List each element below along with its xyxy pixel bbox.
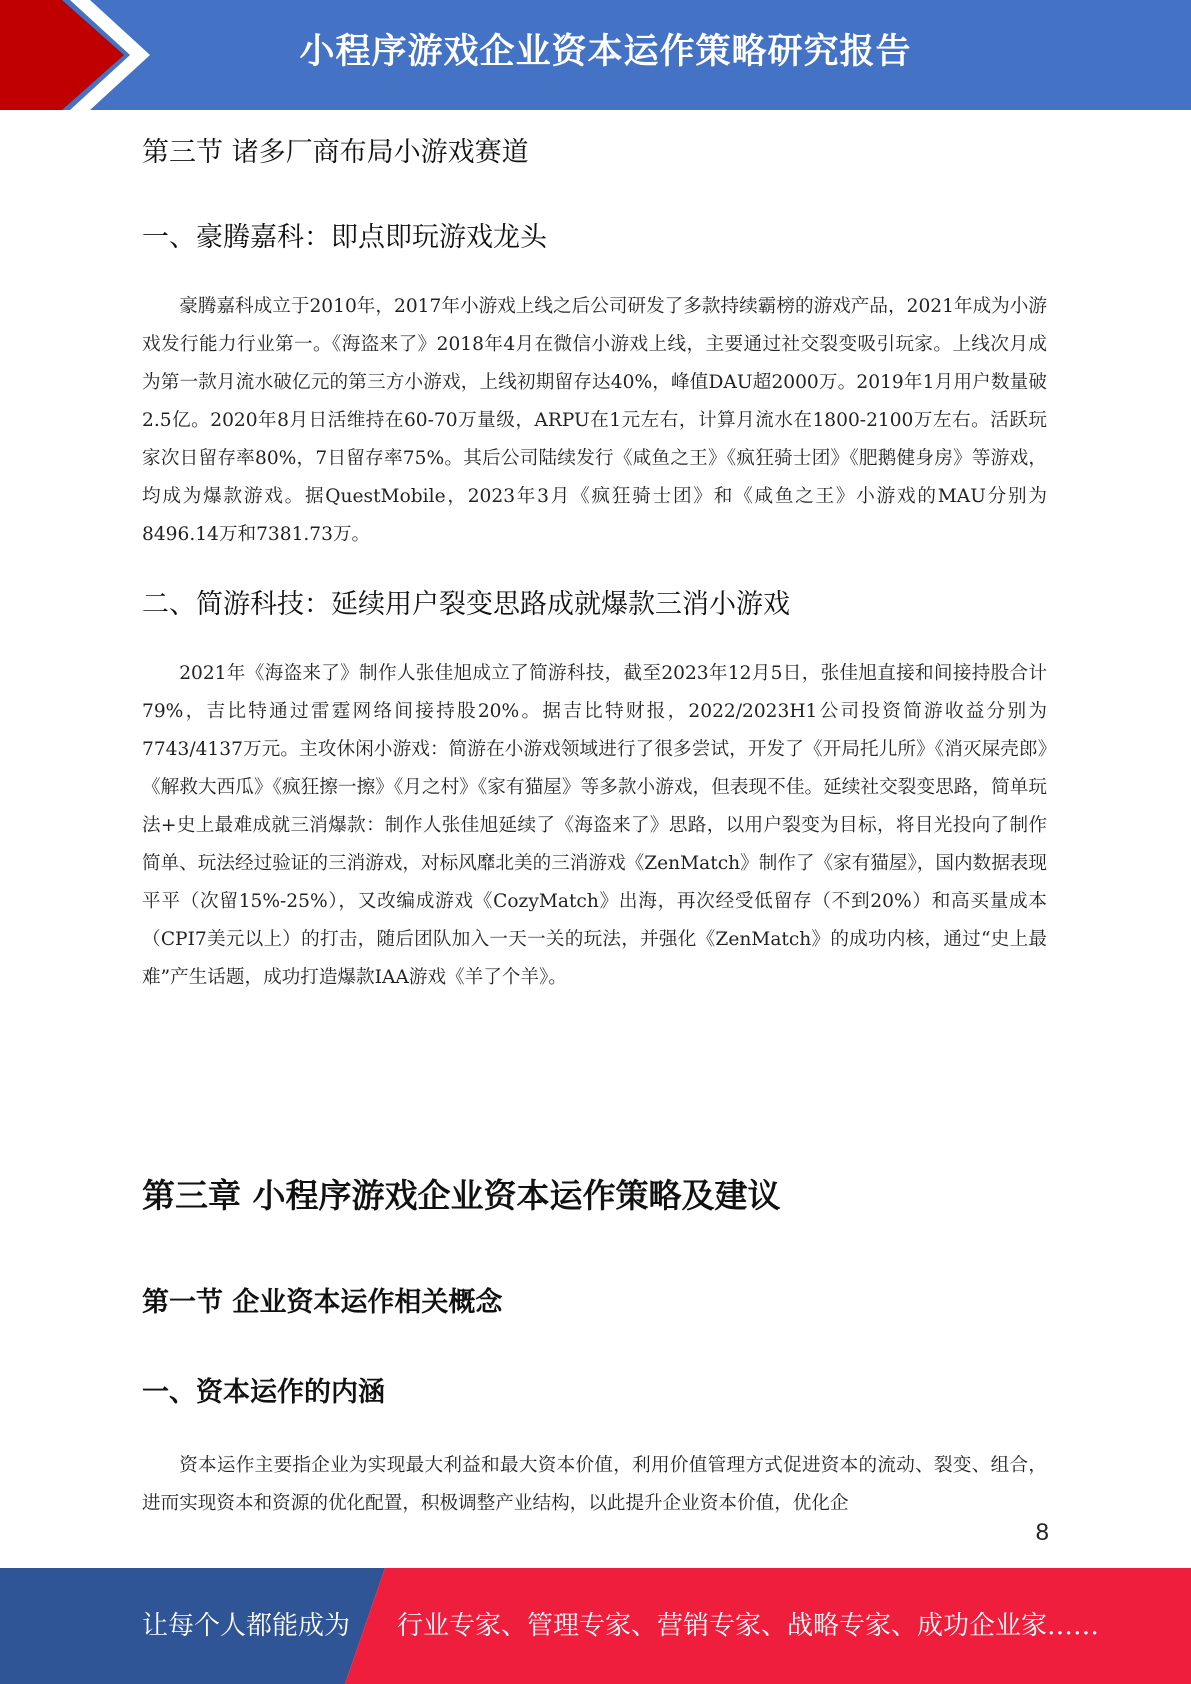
report-title: 小程序游戏企业资本运作策略研究报告 (299, 32, 912, 72)
chapter-heading: 第三章 小程序游戏企业资本运作策略及建议 (142, 1176, 781, 1215)
subsection-heading-2: 二、简游科技：延续用户裂变思路成就爆款三消小游戏 (142, 589, 790, 620)
page-number: 8 (1035, 1519, 1049, 1546)
section-heading: 第三节 诸多厂商布局小游戏赛道 (142, 137, 529, 168)
section-heading-2: 第一节 企业资本运作相关概念 (142, 1287, 503, 1318)
page-footer (0, 1568, 1191, 1684)
page-header (0, 0, 1191, 110)
subsection-heading-1: 一、豪腾嘉科：即点即玩游戏龙头 (142, 222, 547, 253)
footer-slogan-right: 行业专家、管理专家、营销专家、战略专家、成功企业家…… (397, 1611, 1100, 1641)
paragraph-1: 豪腾嘉科成立于2010年，2017年小游戏上线之后公司研发了多款持续霸榜的游戏产品，2021年成为小游戏发行能力行业第一。《海盗来了》2018年4月在微信小游戏上线，主要通过社交裂变吸引玩家。上线次月成为第一款月流水破亿元的第三方小游戏，上线初期留存达40%，峰值DAU超2000万。2019年1月用户数量破2.5亿。2020年8月日活维持在60-70万量级，ARPU在1元左右，计算月流水在1800-2100万左右。活跃玩家次日留存率80%，7日留存率75%。其后公司陆续发行《咸鱼之王》《疯狂骑士团》《肥鹅健身房》等游戏，均成为爆款游戏。据QuestMobile，2023年3月《疯狂骑士团》和《咸鱼之王》小游戏的MAU分别为8496.14万和7381.73万。 (142, 296, 1047, 545)
paragraph-2: 2021年《海盗来了》制作人张佳旭成立了简游科技，截至2023年12月5日，张佳旭直接和间接持股合计79%，吉比特通过雷霆网络间接持股20%。据吉比特财报，2022/2023H1公司投资简游收益分别为7743/4137万元。主攻休闲小游戏：简游在小游戏领域进行了很多尝试，开发了《开局托儿所》《消灭屎壳郎》《解救大西瓜》《疯狂擦一擦》《月之村》《家有猫屋》等多款小游戏，但表现不佳。延续社交裂变思路，简单玩法+史上最难成就三消爆款：制作人张佳旭延续了《海盗来了》思路，以用户裂变为目标，将目光投向了制作简单、玩法经过验证的三消游戏，对标风靡北美的三消游戏《ZenMatch》制作了《家有猫屋》，国内数据表现平平（次留15%-25%），又改编成游戏《CozyMatch》出海，再次经受低留存（不到20%）和高买量成本（CPI7美元以上）的打击，随后团队加入一天一关的玩法，并强化《ZenMatch》的成功内核，通过“史上最难”产生话题，成功打造爆款IAA游戏《羊了个羊》。 (142, 663, 1047, 988)
footer-slogan-left: 让每个人都能成为 (142, 1611, 351, 1641)
subsection-heading-3: 一、资本运作的内涵 (142, 1377, 385, 1408)
paragraph-3: 资本运作主要指企业为实现最大利益和最大资本价值，利用价值管理方式促进资本的流动、裂变、组合，进而实现资本和资源的优化配置，积极调整产业结构，以此提升企业资本价值，优化企 (142, 1455, 1047, 1514)
